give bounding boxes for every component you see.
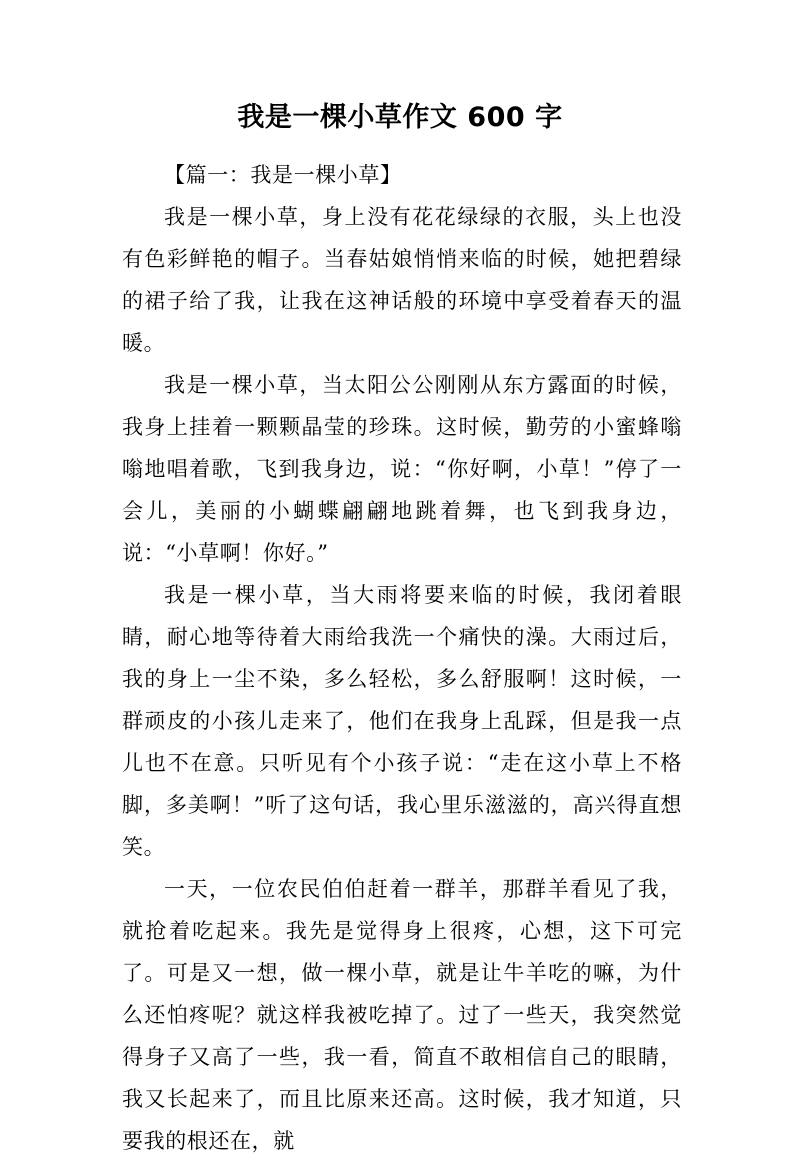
document-title: 我是一棵小草作文 600 字 xyxy=(237,102,563,133)
document-body xyxy=(122,154,682,1162)
paragraph-2: 我是一棵小草，当太阳公公刚刚从东方露面的时候，我身上挂着一颗颗晶莹的珍珠。这时候，勤劳的小蜜蜂嗡嗡地唱着歌，飞到我身边，说：“你好啊，小草！”停了一会儿，美丽的小蝴蝶翩翩地跳着舞，也飞到我身边，说：“小草啊！你好。” xyxy=(122,373,682,565)
paragraph-3: 我是一棵小草，当大雨将要来临的时候，我闭着眼睛，耐心地等待着大雨给我洗一个痛快的澡。大雨过后，我的身上一尘不染，多么轻松，多么舒服啊！这时候，一群顽皮的小孩儿走来了，他们在我身上乱踩，但是我一点儿也不在意。只听见有个小孩子说：“走在这小草上不格脚，多美啊！”听了这句话，我心里乐滋滋的，高兴得直想笑。 xyxy=(122,583,682,859)
paragraph-4: 一天，一位农民伯伯赶着一群羊，那群羊看见了我，就抢着吃起来。我先是觉得身上很疼，心想，这下可完了。可是又一想，做一棵小草，就是让牛羊吃的嘛，为什么还怕疼呢？就这样我被吃掉了。过了一些天，我突然觉得身子又高了一些，我一看，简直不敢相信自己的眼睛，我又长起来了，而且比原来还高。这时候，我才知道，只要我的根还在，就 xyxy=(122,877,682,1153)
paragraph-1: 我是一棵小草，身上没有花花绿绿的衣服，头上也没有色彩鲜艳的帽子。当春姑娘悄悄来临的时候，她把碧绿的裙子给了我，让我在这神话般的环境中享受着春天的温暖。 xyxy=(122,205,682,355)
section-heading: 【篇一：我是一棵小草】 xyxy=(164,163,402,187)
